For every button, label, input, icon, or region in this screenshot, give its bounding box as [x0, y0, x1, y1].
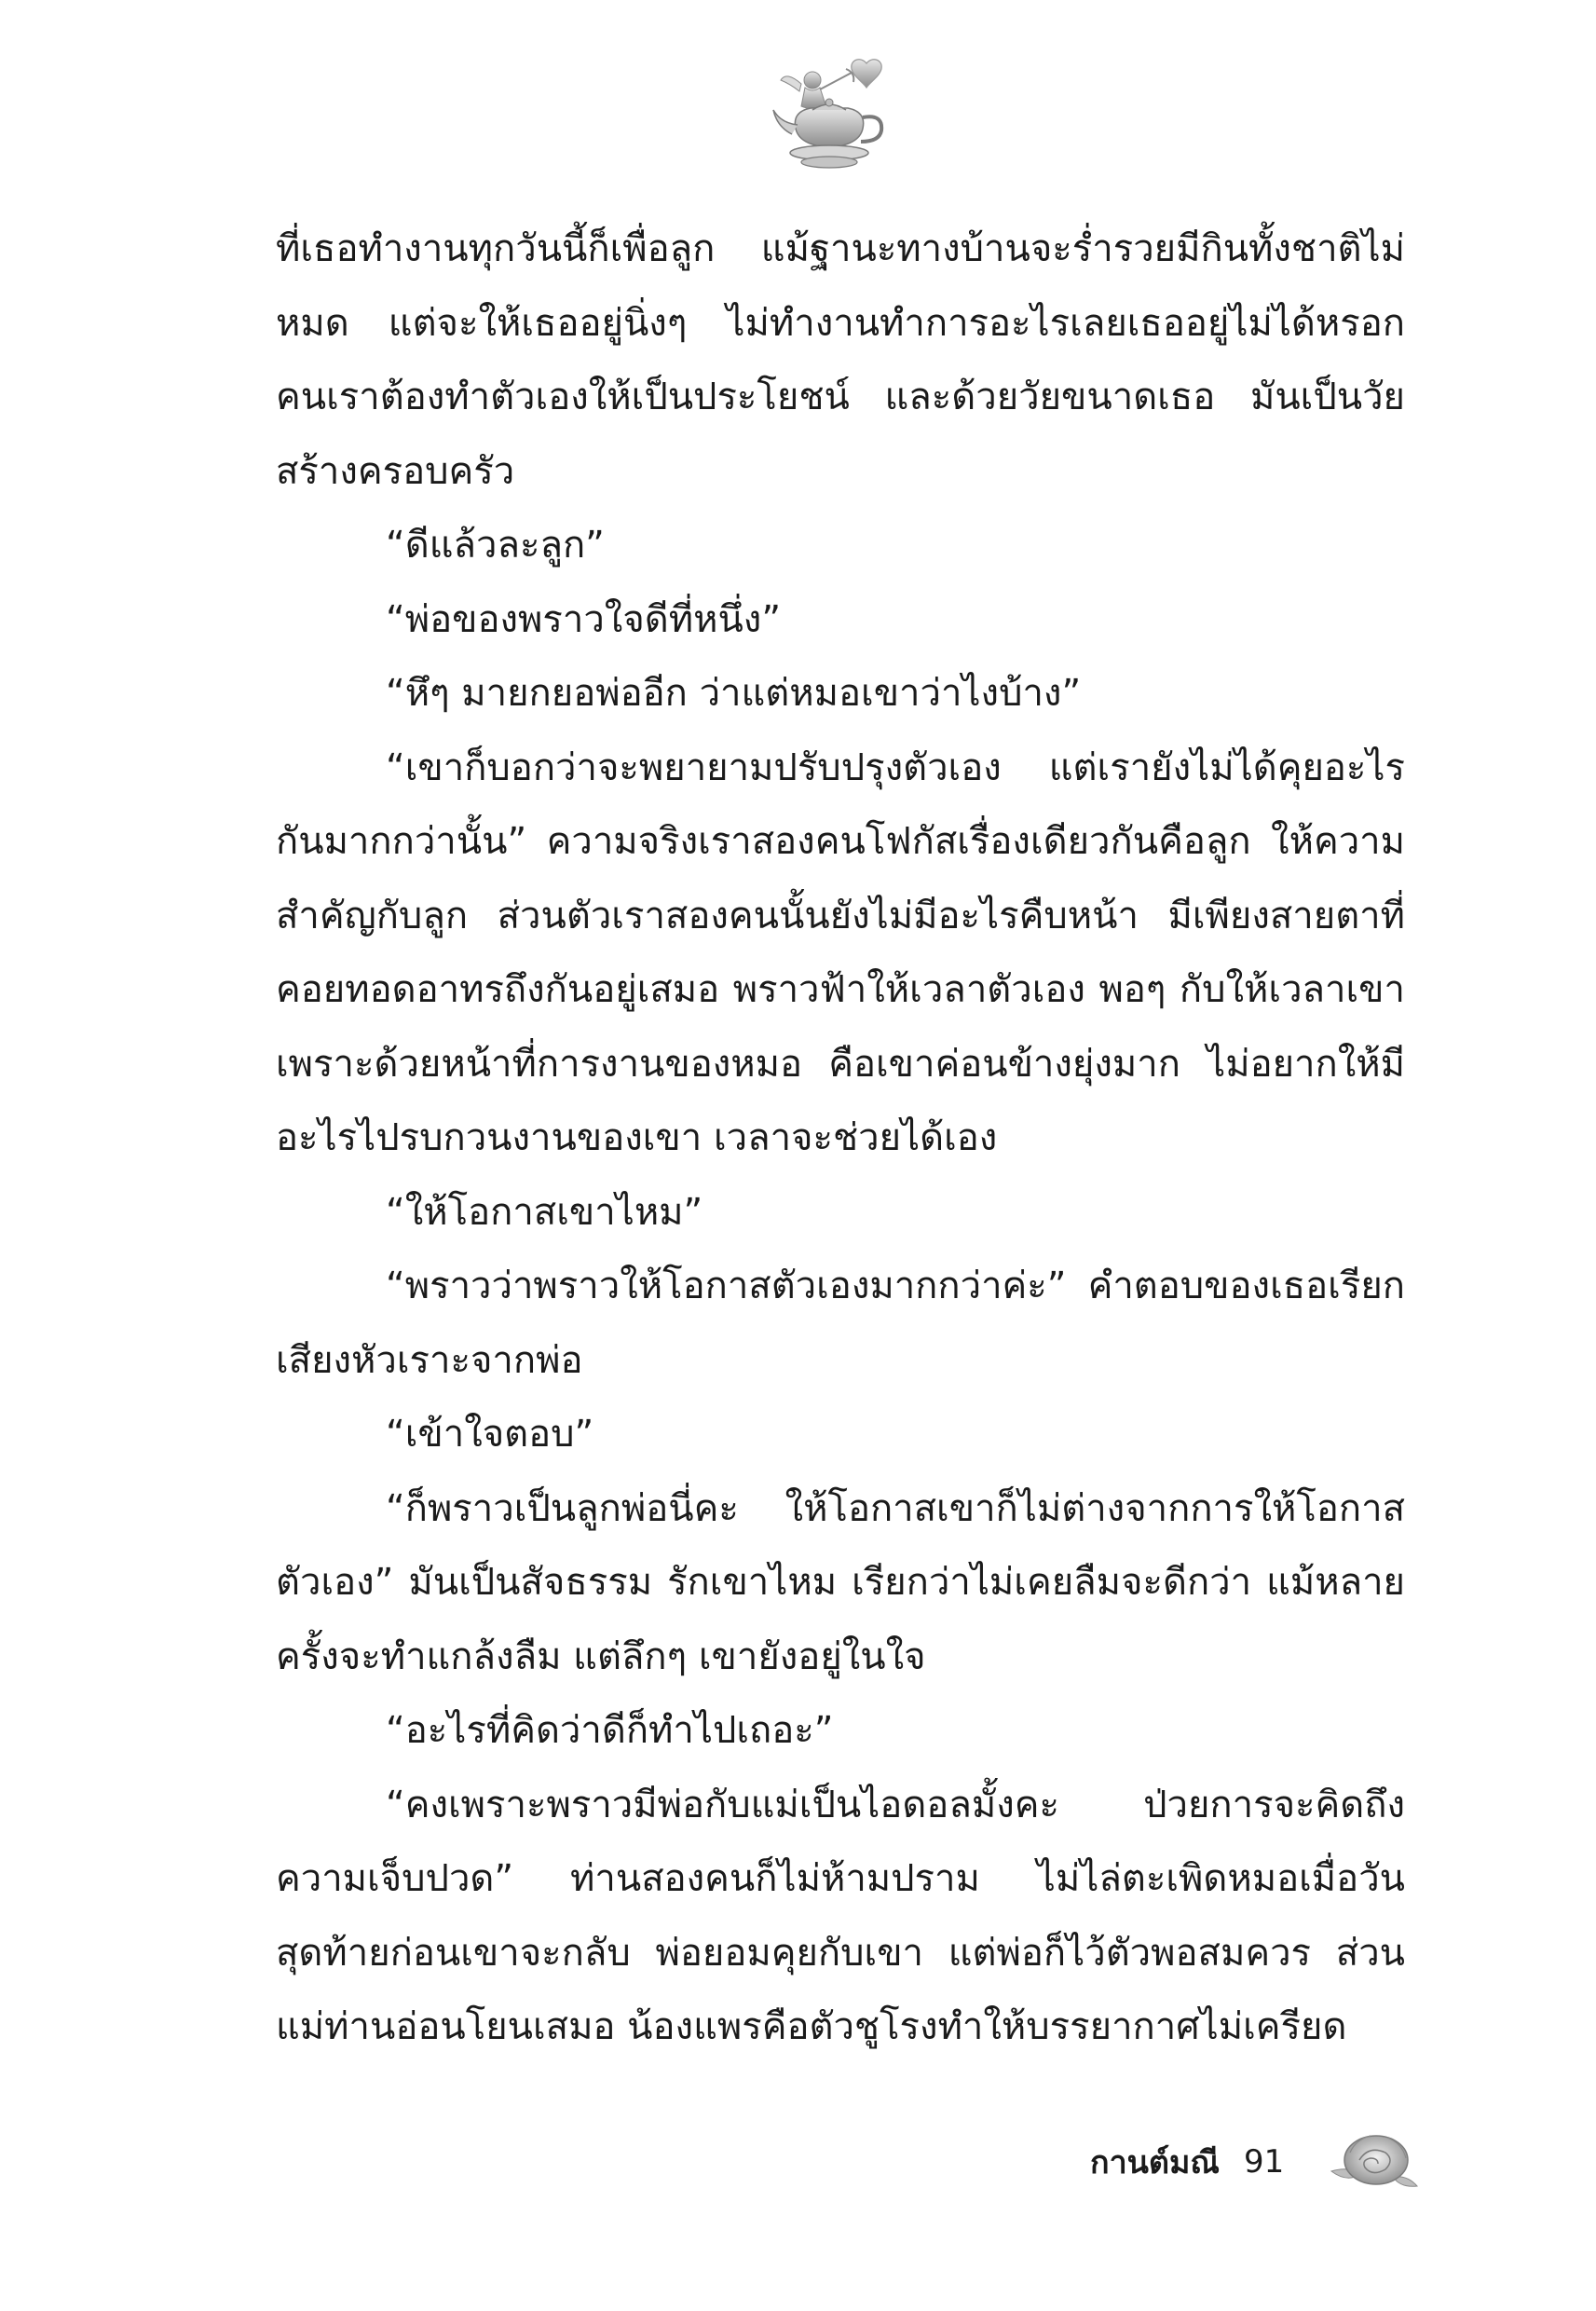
teapot-cupid-ornament-icon — [764, 56, 904, 177]
paragraph: “เขาก็บอกว่าจะพยายามปรับปรุงตัวเอง แต่เรายังไม่ได้คุยอะไรกันมากกว่านั้น” ความจริงเราสองคนโฟกัสเรื่องเดียวกันคือลูก ให้ความสำคัญกับลูก ส่วนตัวเราสองคนนั้นยังไม่มีอะไรคืบหน้า มีเพียงสายตาที่คอยทอดอาทรถึงกันอยู่เสมอ พราวฟ้าให้เวลาตัวเอง พอๆ กับให้เวลาเขา เพราะด้วยหน้าที่การงานของหมอ คือเขาค่อนข้างยุ่งมาก ไม่อยากให้มีอะไรไปรบกวนงานของเขา เวลาจะช่วยได้เอง — [276, 745, 1405, 1159]
paragraph: “ก็พราวเป็นลูกพ่อนี่คะ ให้โอกาสเขาก็ไม่ต่างจากการให้โอกาสตัวเอง” มันเป็นสัจธรรม รักเขาไหม เรียกว่าไม่เคยลืมจะดีกว่า แม้หลายครั้งจะทำแกล้งลืม แต่ลึกๆ เขายังอยู่ในใจ — [276, 1486, 1405, 1678]
body-text — [276, 212, 1405, 2065]
page-footer — [1090, 2134, 1284, 2190]
paragraph: ที่เธอทำงานทุกวันนี้ก็เพื่อลูก แม้ฐานะทางบ้านจะร่ำรวยมีกินทั้งชาติไม่หมด แต่จะให้เธออยู่นิ่งๆ ไม่ทำงานทำการอะไรเลยเธออยู่ไม่ได้หรอก คนเราต้องทำตัวเองให้เป็นประโยชน์ และด้วยวัยขนาดเธอ มันเป็นวัยสร้างครอบครัว — [276, 227, 1405, 493]
paragraph: “พราวว่าพราวให้โอกาสตัวเองมากกว่าค่ะ” คำตอบของเธอเรียกเสียงหัวเราะจากพ่อ — [276, 1265, 1405, 1382]
paragraph: “ให้โอกาสเขาไหม” — [386, 1190, 703, 1234]
book-title: กานต์มณี — [1090, 2144, 1220, 2181]
page-number: 91 — [1243, 2143, 1285, 2181]
paragraph: “คงเพราะพราวมีพ่อกับแม่เป็นไอดอลมั้งคะ ป่วยการจะคิดถึงความเจ็บปวด” ท่านสองคนก็ไม่ห้ามปราม ไม่ไล่ตะเพิดหมอเมื่อวันสุดท้ายก่อนเขาจะกลับ พ่อยอมคุยกับเขา แต่พ่อก็ไว้ตัวพอสมควร ส่วนแม่ท่านอ่อนโยนเสมอ น้องแพรคือตัวชูโรงทำให้บรรยากาศไม่เครียด — [276, 1783, 1405, 2048]
paragraph: “อะไรที่คิดว่าดีก็ทำไปเถอะ” — [386, 1709, 834, 1752]
rose-ornament-icon — [1328, 2125, 1421, 2199]
paragraph: “เข้าใจตอบ” — [386, 1413, 594, 1456]
paragraph: “หึๆ มายกยอพ่ออีก ว่าแต่หมอเขาว่าไงบ้าง” — [386, 672, 1082, 715]
paragraph: “พ่อของพราวใจดีที่หนึ่ง” — [386, 597, 782, 641]
paragraph: “ดีแล้วละลูก” — [386, 524, 605, 567]
